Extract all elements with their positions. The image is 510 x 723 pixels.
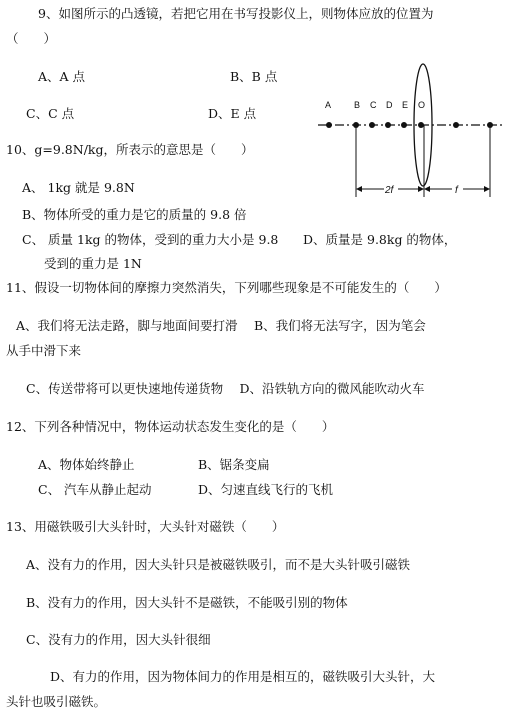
q9-option-c: C、C 点 — [26, 106, 75, 121]
q12-option-d: D、匀速直线飞行的飞机 — [198, 482, 334, 497]
q13-stem: 13、用磁铁吸引大头针时，大头针对磁铁（ ） — [6, 519, 285, 534]
dim-label-2f: 2f — [385, 185, 394, 196]
point-c — [369, 122, 375, 128]
q11-stem: 11、假设一切物体间的摩擦力突然消失，下列哪些现象是不可能发生的（ ） — [6, 280, 447, 295]
q12-option-b: B、锯条变扁 — [198, 457, 270, 472]
q11-options-ab-line1: A、我们将无法走路，脚与地面间要打滑 B、我们将无法写字，因为笔会 — [16, 318, 426, 333]
q12-option-a: A、物体始终静止 — [38, 457, 135, 472]
q11-options-ab-line2: 从手中滑下来 — [6, 343, 82, 358]
point-d — [385, 122, 391, 128]
q9-option-b: B、B 点 — [230, 69, 278, 84]
point-label-o: O — [418, 100, 426, 110]
q10-option-a: A、 1kg 就是 9.8N — [22, 180, 135, 195]
point-f-right — [453, 122, 459, 128]
q10-option-c: C、 质量 1kg 的物体，受到的重力大小是 9.8 — [22, 232, 279, 247]
q10-stem: 10、g=9.8N/kg，所表示的意思是（ ） — [6, 142, 254, 157]
q9-stem-line2: （ ） — [6, 31, 57, 46]
point-e — [401, 122, 407, 128]
q10-option-d-line2: 受到的重力是 1N — [44, 256, 142, 271]
q9-option-a: A、A 点 — [38, 69, 86, 84]
point-label-e: E — [402, 100, 409, 110]
point-label-d: D — [386, 100, 393, 110]
q13-option-a: A、没有力的作用，因大头针只是被磁铁吸引，而不是大头针吸引磁铁 — [26, 557, 411, 572]
point-label-c: C — [370, 100, 377, 110]
point-label-b: B — [354, 100, 361, 110]
q9-stem-line1: 9、如图所示的凸透镜，若把它用在书写投影仪上，则物体应放的位置为 — [38, 6, 434, 21]
q9-option-d: D、E 点 — [208, 106, 257, 121]
point-label-a: A — [325, 100, 332, 110]
dim-label-f: f — [455, 185, 458, 196]
q13-option-c: C、没有力的作用，因大头针很细 — [26, 632, 211, 647]
q10-option-d-line1: D、质量是 9.8kg 的物体， — [303, 232, 457, 247]
q12-option-c: C、 汽车从静止起动 — [38, 482, 152, 497]
q13-option-d-line2: 头针也吸引磁铁。 — [6, 694, 107, 709]
point-a — [326, 122, 332, 128]
q10-option-b: B、物体所受的重力是它的质量的 9.8 倍 — [22, 207, 247, 222]
q13-option-d-line1: D、有力的作用，因为物体间力的作用是相互的，磁铁吸引大头针，大 — [50, 669, 436, 684]
q11-options-cd: C、传送带将可以更快速地传递货物 D、沿铁轨方向的微风能吹动火车 — [26, 381, 425, 396]
q13-option-b: B、没有力的作用，因大头针不是磁铁，不能吸引别的物体 — [26, 595, 348, 610]
point-o — [418, 122, 424, 128]
q12-stem: 12、下列各种情况中，物体运动状态发生变化的是（ ） — [6, 419, 335, 434]
